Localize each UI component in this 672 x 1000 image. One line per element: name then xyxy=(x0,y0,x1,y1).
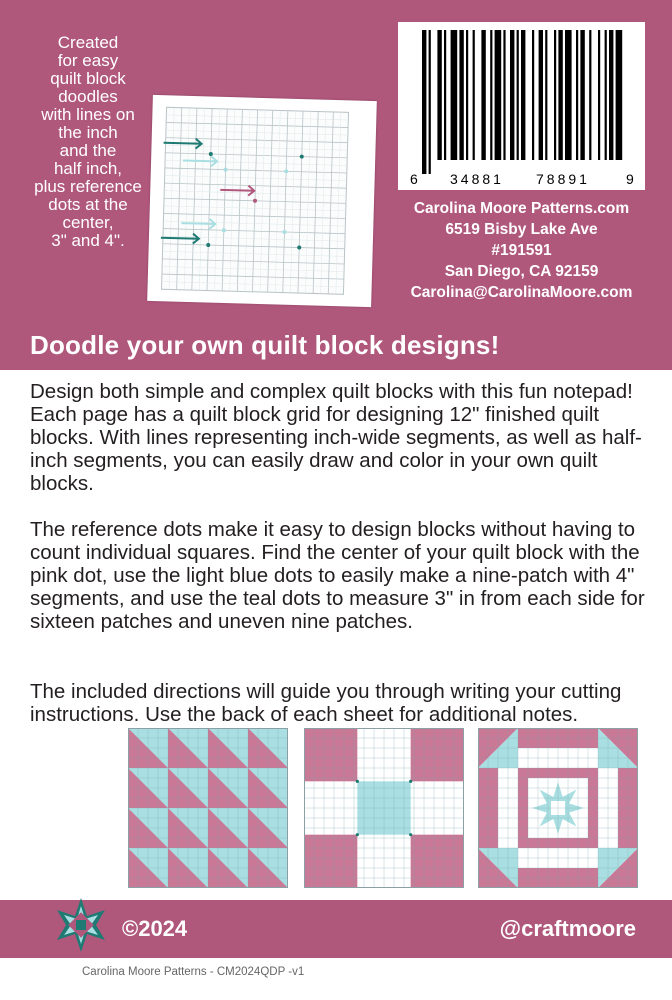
address-website: Carolina Moore Patterns.com xyxy=(413,200,630,217)
star-logo-icon xyxy=(52,896,110,954)
product-code: Carolina Moore Patterns - CM2024QDP -v1 xyxy=(82,966,305,978)
grid-sheet-graphic xyxy=(147,95,377,307)
grid-illustration xyxy=(147,95,377,307)
barcode-bars xyxy=(422,30,622,174)
address-unit: #191591 xyxy=(491,242,552,259)
barcode-digit-4: 9 xyxy=(626,171,634,187)
description-paragraph-1: Design both simple and complex quilt blocks with this fun notepad! Each page has a quilt block grid for designing 12" finished quilt blocks. With lines representing inch-wide segments, as well as half-inch segments, you can easily draw and color in your own quilt blocks. xyxy=(30,380,642,495)
address-city: San Diego, CA 92159 xyxy=(444,263,599,280)
publisher-address xyxy=(398,198,645,303)
barcode-digit-1: 6 xyxy=(410,171,418,187)
barcode-graphic xyxy=(398,22,645,190)
description-paragraph-2: The reference dots make it easy to design blocks without having to count individual squares. Find the center of your quilt block with the pink dot, use the light blue dots to easily make a nine-patch with 4" segments, and use the teal dots to measure 3" in from each side for sixteen patches and uneven nine patches. xyxy=(30,518,645,633)
sample-block-triangles xyxy=(128,728,288,888)
barcode-digits-3: 78891 xyxy=(536,171,590,187)
sample-block-cross xyxy=(304,728,464,888)
intro-text: Created for easy quilt block doodles with lines on the inch and the half inch, plus reference dots at the center, 3" and 4". xyxy=(34,33,142,250)
address-email: Carolina@CarolinaMoore.com xyxy=(410,284,633,301)
address-street: 6519 Bisby Lake Ave xyxy=(445,221,598,238)
barcode xyxy=(398,22,645,190)
copyright: ©2024 xyxy=(122,916,188,941)
description-paragraph-3: The included directions will guide you through writing your cutting instructions. Use the back of each sheet for additional notes. xyxy=(30,680,622,726)
sample-block-star xyxy=(478,728,638,888)
barcode-digits-2: 34881 xyxy=(450,171,504,187)
headline: Doodle your own quilt block designs! xyxy=(30,330,500,360)
social-handle: @craftmoore xyxy=(499,916,636,941)
